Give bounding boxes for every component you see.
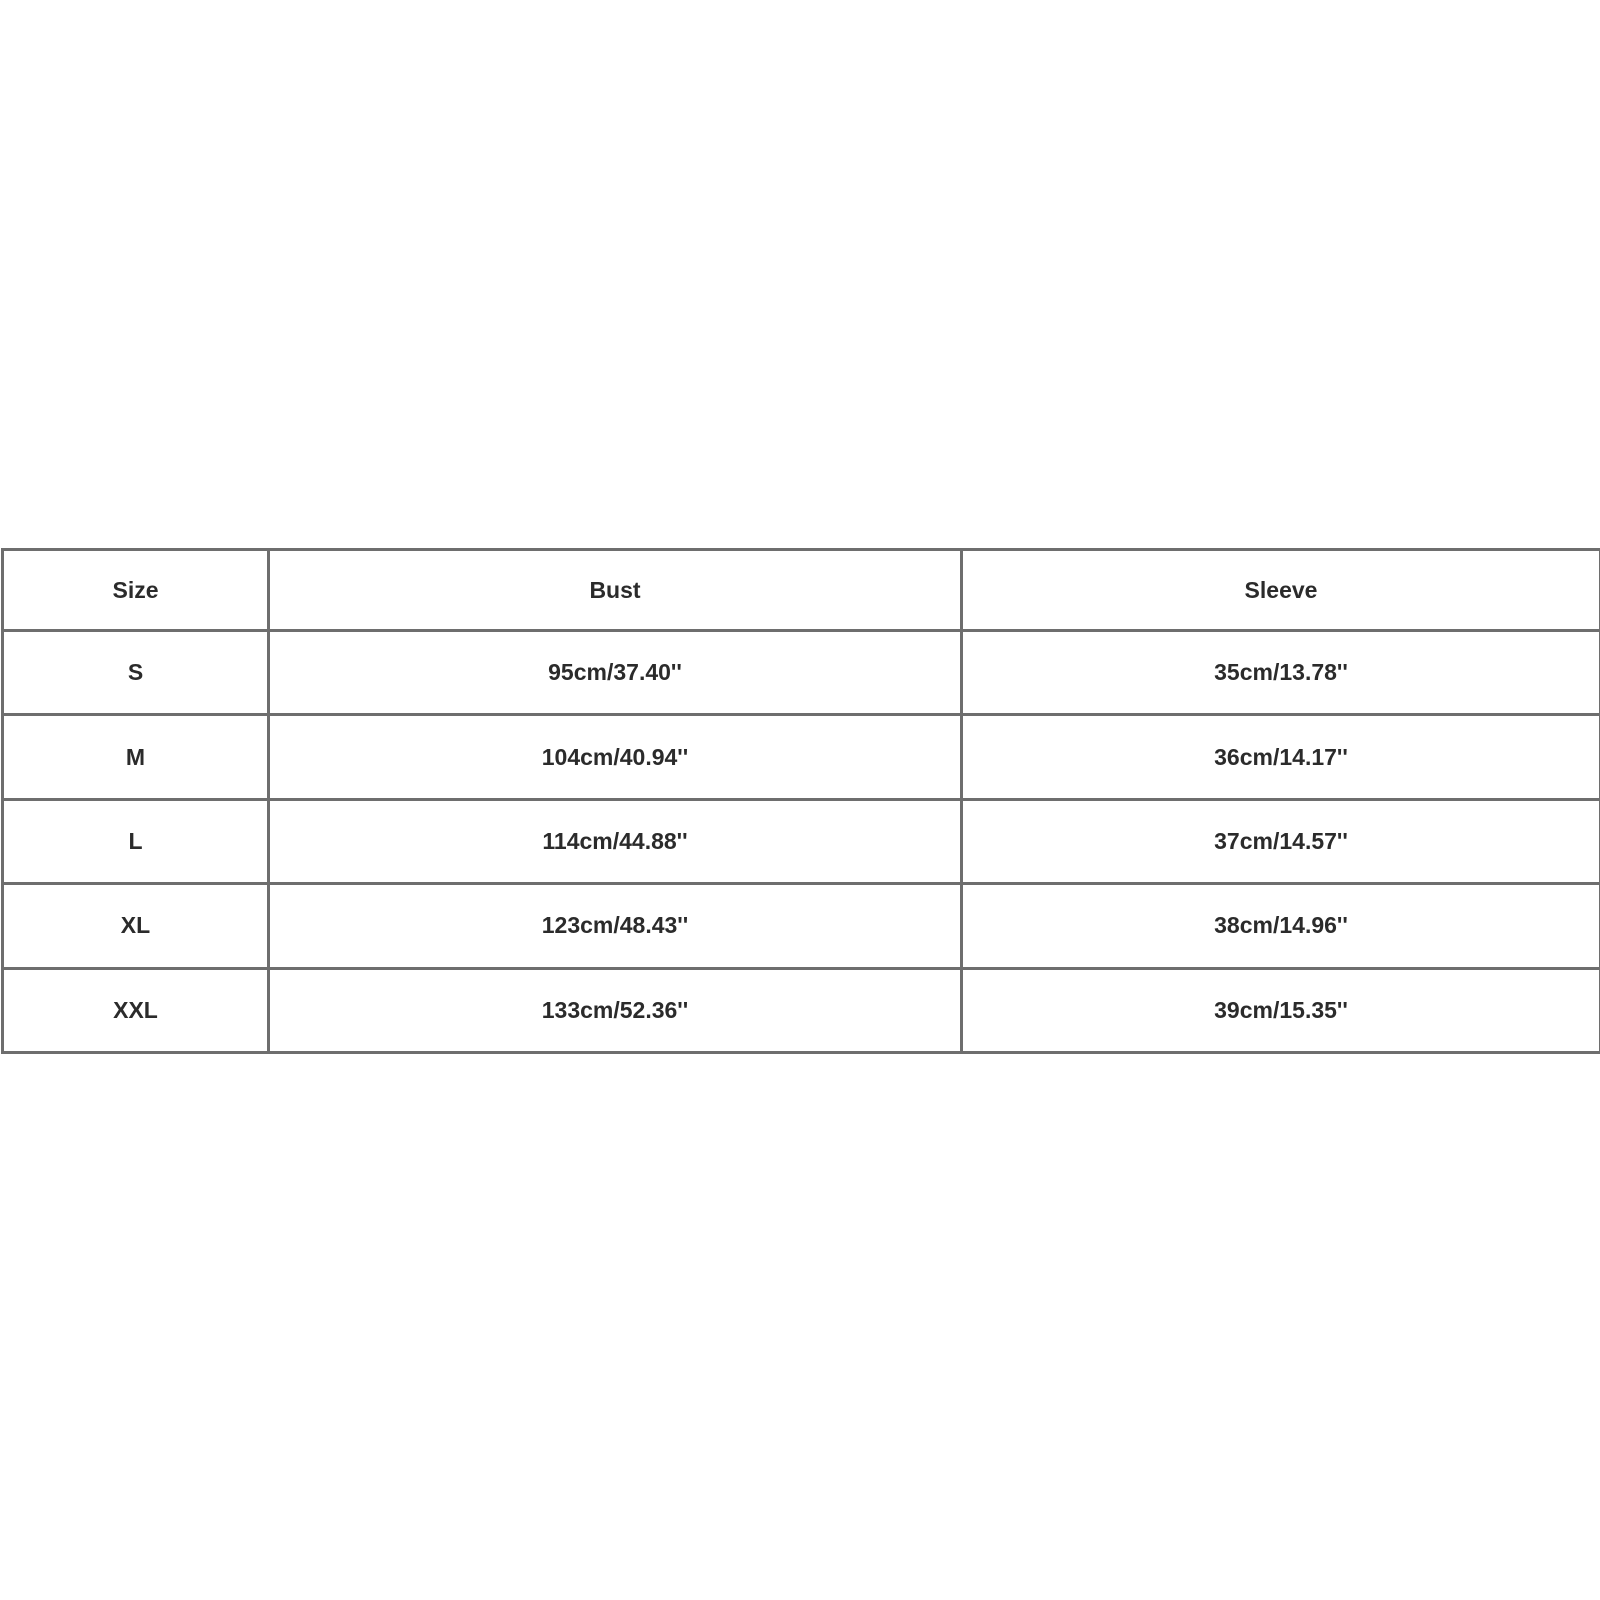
table-header-row [3, 550, 1600, 631]
cell-size: L [3, 799, 269, 883]
cell-bust: 104cm/40.94'' [269, 715, 962, 799]
cell-size: M [3, 715, 269, 799]
cell-bust: 123cm/48.43'' [269, 884, 962, 968]
cell-sleeve: 36cm/14.17'' [962, 715, 1600, 799]
cell-sleeve: 37cm/14.57'' [962, 799, 1600, 883]
header-size: Size [3, 550, 269, 631]
header-bust: Bust [269, 550, 962, 631]
cell-bust: 114cm/44.88'' [269, 799, 962, 883]
cell-bust: 95cm/37.40'' [269, 631, 962, 715]
size-chart-table [1, 548, 1600, 1054]
cell-sleeve: 35cm/13.78'' [962, 631, 1600, 715]
table-row [3, 884, 1600, 968]
table-row [3, 715, 1600, 799]
cell-size: S [3, 631, 269, 715]
cell-size: XL [3, 884, 269, 968]
cell-bust: 133cm/52.36'' [269, 968, 962, 1052]
table-row [3, 968, 1600, 1052]
cell-sleeve: 38cm/14.96'' [962, 884, 1600, 968]
cell-sleeve: 39cm/15.35'' [962, 968, 1600, 1052]
table-row [3, 631, 1600, 715]
table-row [3, 799, 1600, 883]
header-sleeve: Sleeve [962, 550, 1600, 631]
cell-size: XXL [3, 968, 269, 1052]
